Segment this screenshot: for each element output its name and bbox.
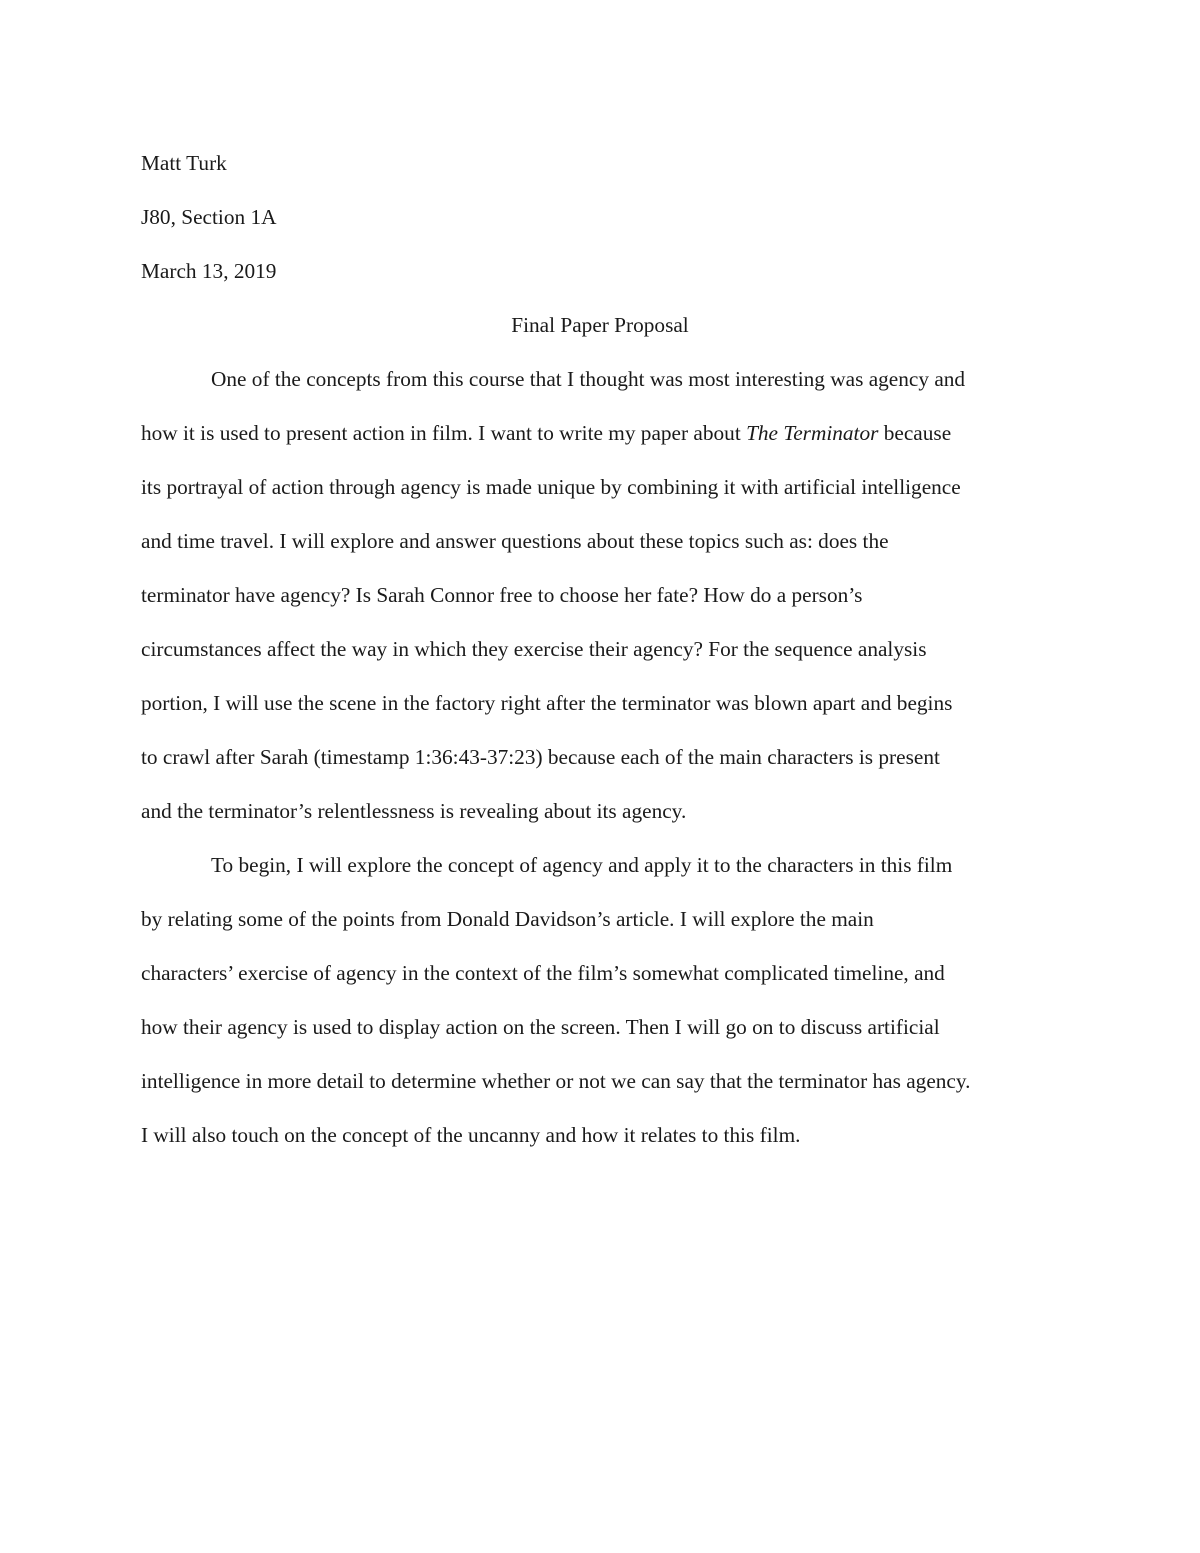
paragraph-line: I will also touch on the concept of the uncanny and how it relates to this film. — [141, 1123, 801, 1147]
course-section: J80, Section 1A — [141, 205, 277, 229]
paragraph-2 — [141, 838, 1059, 1162]
paragraph-line: circumstances affect the way in which they exercise their agency? For the sequence analysis — [141, 637, 927, 661]
paragraph-line: terminator have agency? Is Sarah Connor free to choose her fate? How do a person’s — [141, 583, 863, 607]
author-name: Matt Turk — [141, 151, 227, 175]
paragraph-line: portion, I will use the scene in the factory right after the terminator was blown apart and begins — [141, 691, 953, 715]
paragraph-line: by relating some of the points from Donald Davidson’s article. I will explore the main — [141, 907, 874, 931]
document-body — [141, 136, 1059, 1162]
document-date: March 13, 2019 — [141, 259, 277, 283]
paragraph-line: how their agency is used to display action on the screen. Then I will go on to discuss artificial — [141, 1015, 940, 1039]
text-run: how it is used to present action in film. I want to write my paper about — [141, 421, 747, 445]
text-run: because — [878, 421, 952, 445]
document-title: Final Paper Proposal — [511, 313, 689, 337]
film-title-italic: The Terminator — [746, 421, 879, 445]
paragraph-line: and time travel. I will explore and answer questions about these topics such as: does the — [141, 529, 889, 553]
paragraph-line: and the terminator’s relentlessness is revealing about its agency. — [141, 799, 687, 823]
paragraph-1 — [141, 352, 1059, 838]
paragraph-line: to crawl after Sarah (timestamp 1:36:43-37:23) because each of the main characters is present — [141, 745, 940, 769]
paragraph-line — [141, 406, 1059, 460]
paragraph-line: One of the concepts from this course that I thought was most interesting was agency and — [211, 367, 966, 391]
paragraph-line: To begin, I will explore the concept of agency and apply it to the characters in this film — [211, 853, 953, 877]
paragraph-line: intelligence in more detail to determine whether or not we can say that the terminator has agency. — [141, 1069, 971, 1093]
paragraph-line: its portrayal of action through agency is made unique by combining it with artificial intelligence — [141, 475, 961, 499]
paragraph-line: characters’ exercise of agency in the context of the film’s somewhat complicated timeline, and — [141, 961, 945, 985]
